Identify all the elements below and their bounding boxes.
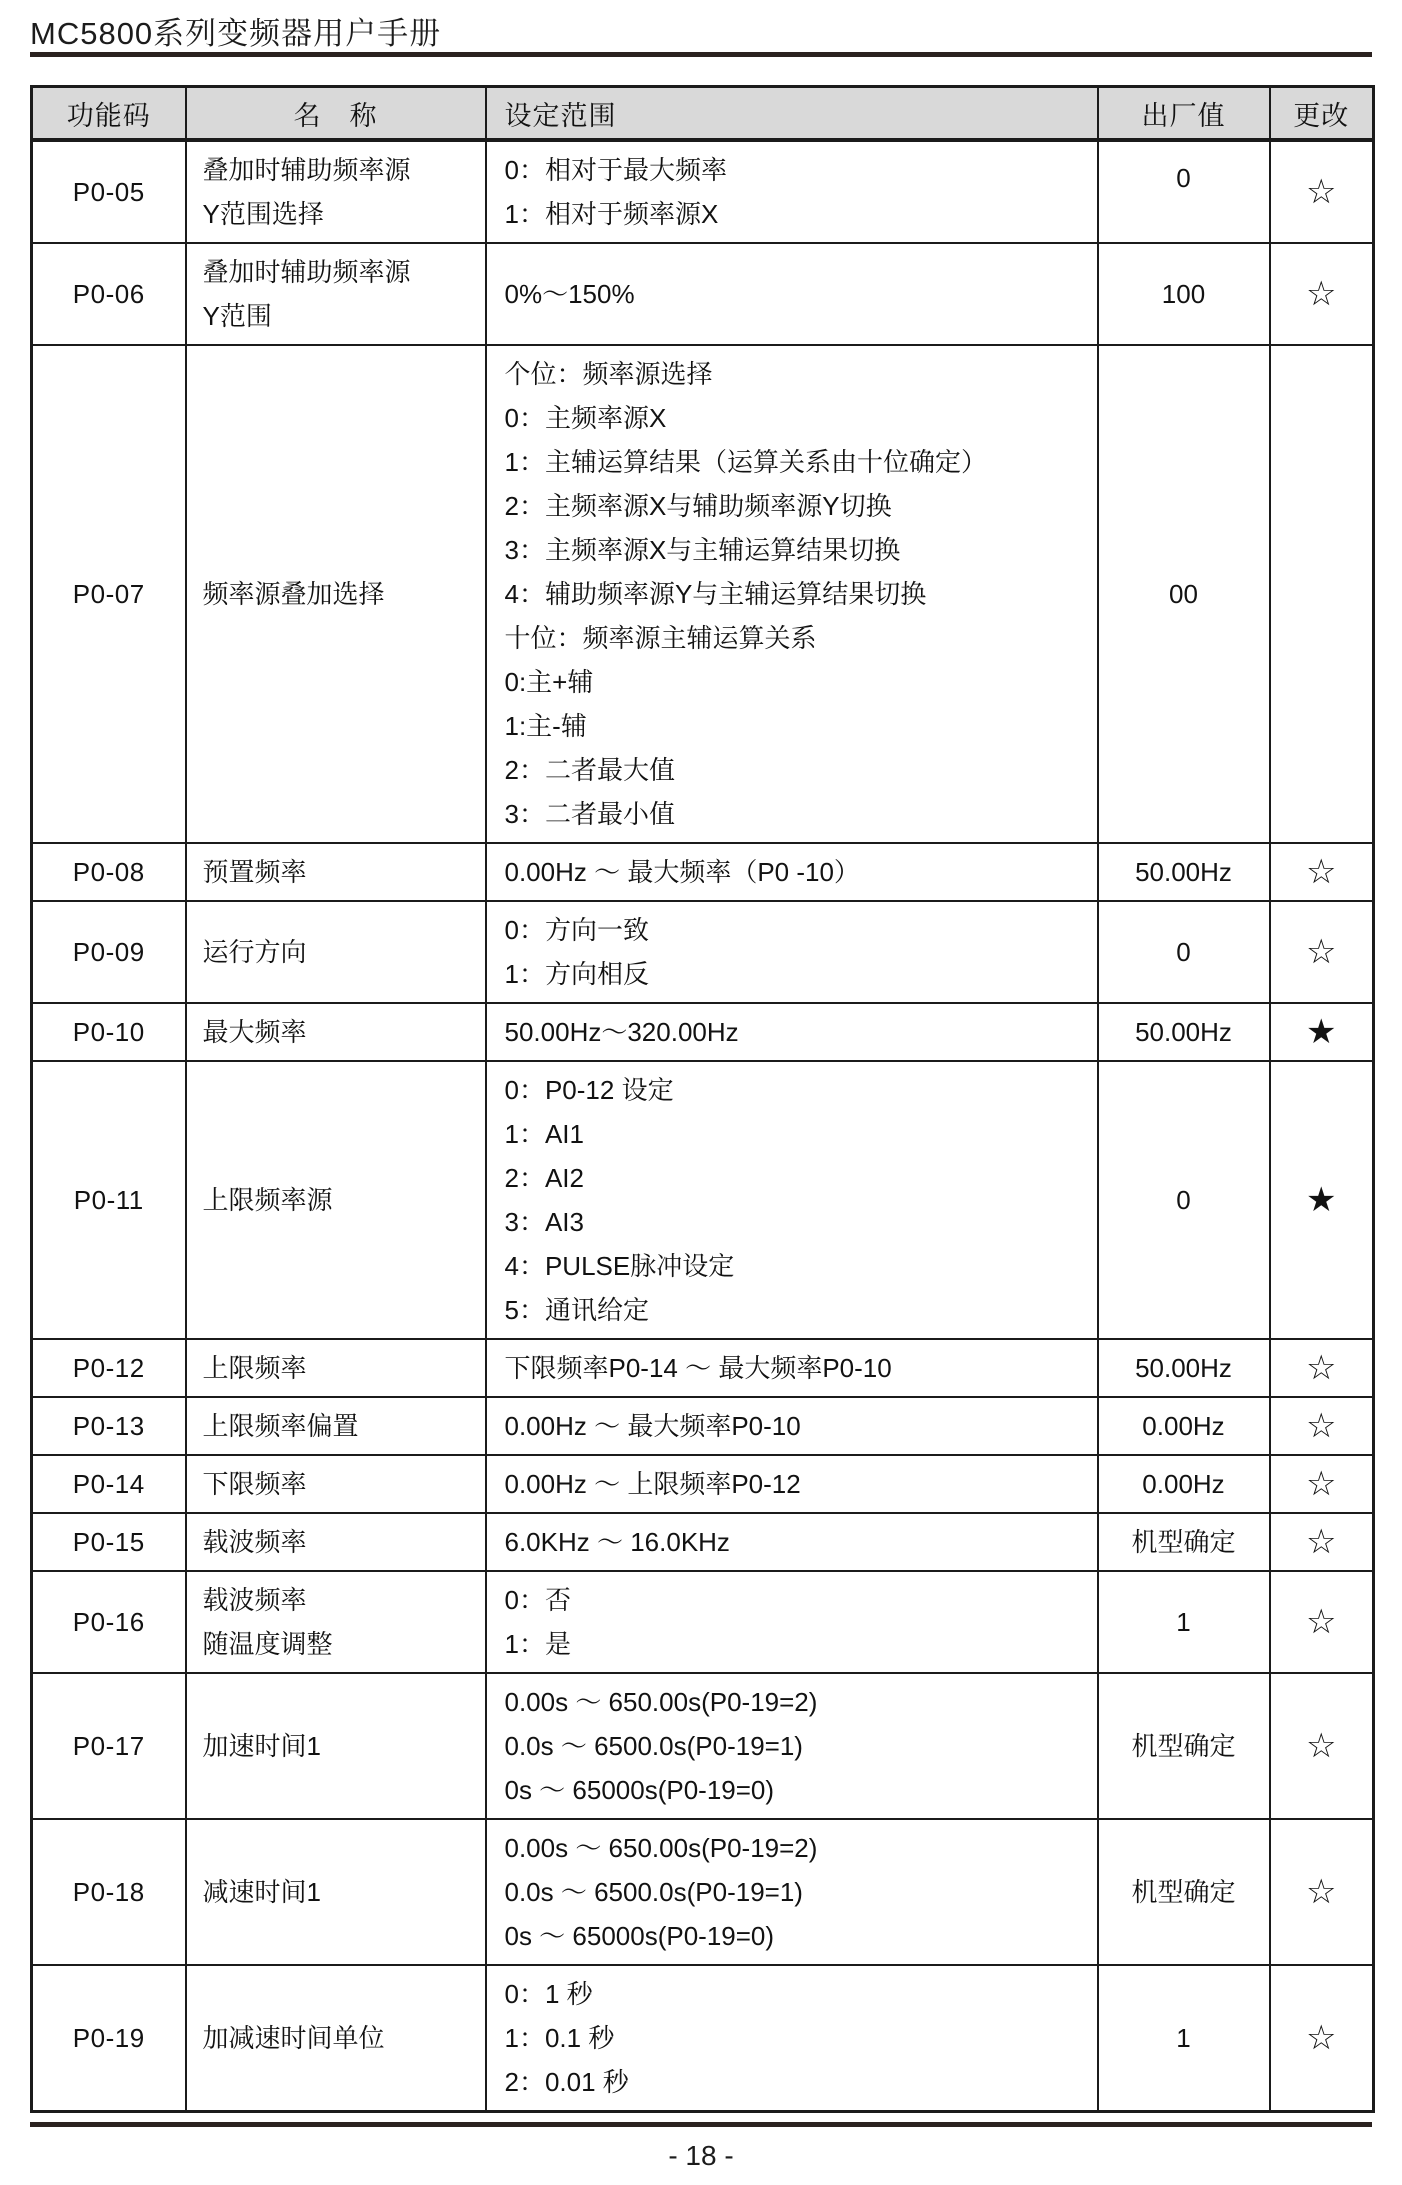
- text-line: Y范围选择: [202, 199, 324, 229]
- star-open-icon: ☆: [1306, 1465, 1337, 1503]
- factory-value-cell: 机型确定: [1098, 1513, 1270, 1571]
- setting-range-cell: [486, 1513, 1098, 1571]
- function-code-cell: P0-12: [32, 1339, 186, 1397]
- page-number: - 18 -: [668, 2140, 734, 2171]
- param-name-cell: [186, 1061, 486, 1339]
- setting-range-cell: [486, 901, 1098, 1003]
- factory-value-cell: 50.00Hz: [1098, 843, 1270, 901]
- text-line: 1：是: [504, 1629, 571, 1659]
- text-line: 1：相对于频率源X: [504, 199, 719, 229]
- star-open-icon: ☆: [1306, 1523, 1337, 1561]
- function-code-cell: P0-07: [32, 345, 186, 843]
- param-name-cell: [186, 1339, 486, 1397]
- text-line: 1：方向相反: [504, 959, 649, 989]
- function-code-cell: P0-11: [32, 1061, 186, 1339]
- text-line: 1：主辅运算结果（运算关系由十位确定）: [504, 447, 987, 477]
- text-line: 1：0.1 秒: [504, 2023, 615, 2053]
- function-code-cell: P0-06: [32, 243, 186, 345]
- table-header-row: [32, 87, 1374, 141]
- text-line: 0：P0-12 设定: [504, 1075, 674, 1105]
- setting-range-cell: [486, 140, 1098, 243]
- function-code-cell: P0-17: [32, 1673, 186, 1819]
- text-line: 0.0s ～ 6500.0s(P0-19=1): [504, 1877, 803, 1907]
- text-line: 0：否: [504, 1585, 571, 1615]
- change-flag-cell: [1270, 243, 1374, 345]
- text-line: 频率源叠加选择: [202, 579, 385, 609]
- change-flag-cell: [1270, 1061, 1374, 1339]
- factory-value-cell: 0.00Hz: [1098, 1397, 1270, 1455]
- text-line: 0%～150%: [504, 279, 635, 309]
- table-row: [32, 345, 1374, 843]
- text-line: 0s ～ 65000s(P0-19=0): [504, 1775, 775, 1805]
- param-name-cell: [186, 1819, 486, 1965]
- param-name-cell: [186, 140, 486, 243]
- text-line: 0.0s ～ 6500.0s(P0-19=1): [504, 1731, 803, 1761]
- table-row: [32, 901, 1374, 1003]
- change-flag-cell: [1270, 1571, 1374, 1673]
- text-line: 加速时间1: [202, 1731, 321, 1761]
- function-code-cell: P0-14: [32, 1455, 186, 1513]
- setting-range-cell: [486, 1397, 1098, 1455]
- text-line: 0.00s ～ 650.00s(P0-19=2): [504, 1687, 818, 1717]
- param-name-cell: [186, 1571, 486, 1673]
- text-line: 随温度调整: [202, 1629, 333, 1659]
- title-rule: [30, 52, 1372, 57]
- text-line: 4：PULSE脉冲设定: [504, 1251, 735, 1281]
- table-row: [32, 1513, 1374, 1571]
- text-line: 预置频率: [202, 857, 307, 887]
- param-name-cell: [186, 345, 486, 843]
- text-line: 最大频率: [202, 1017, 307, 1047]
- change-flag-cell: [1270, 901, 1374, 1003]
- setting-range-cell: [486, 243, 1098, 345]
- text-line: 个位：频率源选择: [504, 359, 713, 389]
- text-line: 上限频率: [202, 1353, 307, 1383]
- factory-value-cell: 50.00Hz: [1098, 1339, 1270, 1397]
- factory-value-cell: 1: [1098, 1571, 1270, 1673]
- table-row: [32, 843, 1374, 901]
- text-line: 0：1 秒: [504, 1979, 593, 2009]
- header-function-code: 功能码: [32, 87, 186, 141]
- setting-range-cell: [486, 1571, 1098, 1673]
- text-line: 下限频率P0-14 ～ 最大频率P0-10: [504, 1353, 892, 1383]
- text-line: Y范围: [202, 301, 272, 331]
- text-line: 0s ～ 65000s(P0-19=0): [504, 1921, 775, 1951]
- text-line: 上限频率源: [202, 1185, 333, 1215]
- factory-value-cell: 00: [1098, 345, 1270, 843]
- factory-value-cell: 0: [1098, 140, 1270, 243]
- text-line: 2：0.01 秒: [504, 2067, 629, 2097]
- text-line: 载波频率: [202, 1527, 307, 1557]
- header-factory-value: 出厂值: [1098, 87, 1270, 141]
- function-code-cell: P0-18: [32, 1819, 186, 1965]
- star-open-icon: ☆: [1306, 275, 1337, 313]
- change-flag-cell: [1270, 345, 1374, 843]
- text-line: 1：AI1: [504, 1119, 584, 1149]
- table-row: [32, 1003, 1374, 1061]
- doc-title: MC5800系列变频器用户手册: [30, 16, 442, 51]
- setting-range-cell: [486, 1819, 1098, 1965]
- star-open-icon: ☆: [1306, 1349, 1337, 1387]
- change-flag-cell: [1270, 1965, 1374, 2112]
- change-flag-cell: [1270, 1397, 1374, 1455]
- param-name-cell: [186, 1965, 486, 2112]
- star-filled-icon: ★: [1306, 1181, 1337, 1219]
- text-line: 载波频率: [202, 1585, 307, 1615]
- table-row: [32, 1819, 1374, 1965]
- header-change-flag: 更改: [1270, 87, 1374, 141]
- param-name-cell: [186, 1513, 486, 1571]
- change-flag-cell: [1270, 1819, 1374, 1965]
- setting-range-cell: [486, 843, 1098, 901]
- parameter-table: [30, 85, 1375, 2113]
- table-row: [32, 1965, 1374, 2112]
- table-row: [32, 1339, 1374, 1397]
- function-code-cell: P0-16: [32, 1571, 186, 1673]
- text-line: 叠加时辅助频率源: [202, 257, 411, 287]
- param-name-cell: [186, 243, 486, 345]
- text-line: 2：主频率源X与辅助频率源Y切换: [504, 491, 892, 521]
- function-code-cell: P0-09: [32, 901, 186, 1003]
- star-open-icon: ☆: [1306, 1873, 1337, 1911]
- text-line: 十位：频率源主辅运算关系: [504, 623, 817, 653]
- star-filled-icon: ★: [1306, 1013, 1337, 1051]
- text-line: 0：相对于最大频率: [504, 155, 727, 185]
- setting-range-cell: [486, 1061, 1098, 1339]
- setting-range-cell: [486, 1339, 1098, 1397]
- text-line: 0：方向一致: [504, 915, 649, 945]
- setting-range-cell: [486, 1965, 1098, 2112]
- star-open-icon: ☆: [1306, 1407, 1337, 1445]
- function-code-cell: P0-15: [32, 1513, 186, 1571]
- text-line: 4：辅助频率源Y与主辅运算结果切换: [504, 579, 927, 609]
- star-open-icon: ☆: [1306, 1727, 1337, 1765]
- param-name-cell: [186, 1455, 486, 1513]
- text-line: 运行方向: [202, 937, 307, 967]
- text-line: 6.0KHz ～ 16.0KHz: [504, 1527, 730, 1557]
- change-flag-cell: [1270, 843, 1374, 901]
- text-line: 0:主+辅: [504, 667, 594, 697]
- table-row: [32, 1673, 1374, 1819]
- table-row: [32, 1455, 1374, 1513]
- text-line: 3：AI3: [504, 1207, 584, 1237]
- text-line: 0.00s ～ 650.00s(P0-19=2): [504, 1833, 818, 1863]
- star-open-icon: ☆: [1306, 2019, 1337, 2057]
- setting-range-cell: [486, 1455, 1098, 1513]
- footer-rule: [30, 2122, 1372, 2127]
- factory-value-cell: 机型确定: [1098, 1673, 1270, 1819]
- table-row: [32, 1397, 1374, 1455]
- param-name-cell: [186, 901, 486, 1003]
- text-line: 5：通讯给定: [504, 1295, 649, 1325]
- setting-range-cell: [486, 1003, 1098, 1061]
- param-name-cell: [186, 1003, 486, 1061]
- text-line: 0.00Hz ～ 最大频率（P0 -10）: [504, 857, 860, 887]
- factory-value-cell: 机型确定: [1098, 1819, 1270, 1965]
- header-name: 名 称: [186, 87, 486, 141]
- factory-value-cell: 50.00Hz: [1098, 1003, 1270, 1061]
- table-row: [32, 1571, 1374, 1673]
- text-line: 加减速时间单位: [202, 2023, 385, 2053]
- setting-range-cell: [486, 345, 1098, 843]
- function-code-cell: P0-05: [32, 140, 186, 243]
- param-name-cell: [186, 1673, 486, 1819]
- parameter-table-body: [32, 140, 1374, 2112]
- star-open-icon: ☆: [1306, 173, 1337, 211]
- param-name-cell: [186, 1397, 486, 1455]
- star-open-icon: ☆: [1306, 1603, 1337, 1641]
- text-line: 50.00Hz～320.00Hz: [504, 1017, 739, 1047]
- text-line: 2：二者最大值: [504, 755, 675, 785]
- header-setting-range: 设定范围: [486, 87, 1098, 141]
- table-row: [32, 243, 1374, 345]
- factory-value-cell: 1: [1098, 1965, 1270, 2112]
- text-line: 下限频率: [202, 1469, 307, 1499]
- text-line: 减速时间1: [202, 1877, 321, 1907]
- change-flag-cell: [1270, 140, 1374, 243]
- text-line: 0：主频率源X: [504, 403, 667, 433]
- table-row: [32, 1061, 1374, 1339]
- change-flag-cell: [1270, 1339, 1374, 1397]
- star-open-icon: ☆: [1306, 853, 1337, 891]
- function-code-cell: P0-13: [32, 1397, 186, 1455]
- param-name-cell: [186, 843, 486, 901]
- change-flag-cell: [1270, 1003, 1374, 1061]
- function-code-cell: P0-08: [32, 843, 186, 901]
- change-flag-cell: [1270, 1455, 1374, 1513]
- factory-value-cell: 0.00Hz: [1098, 1455, 1270, 1513]
- text-line: 1:主-辅: [504, 711, 587, 741]
- change-flag-cell: [1270, 1673, 1374, 1819]
- factory-value-cell: 100: [1098, 243, 1270, 345]
- function-code-cell: P0-19: [32, 1965, 186, 2112]
- text-line: 2：AI2: [504, 1163, 584, 1193]
- text-line: 上限频率偏置: [202, 1411, 359, 1441]
- setting-range-cell: [486, 1673, 1098, 1819]
- factory-value-cell: 0: [1098, 901, 1270, 1003]
- table-row: [32, 140, 1374, 243]
- text-line: 0.00Hz ～ 上限频率P0-12: [504, 1469, 801, 1499]
- text-line: 0.00Hz ～ 最大频率P0-10: [504, 1411, 801, 1441]
- text-line: 3：主频率源X与主辅运算结果切换: [504, 535, 901, 565]
- function-code-cell: P0-10: [32, 1003, 186, 1061]
- change-flag-cell: [1270, 1513, 1374, 1571]
- text-line: 3：二者最小值: [504, 799, 675, 829]
- text-line: 叠加时辅助频率源: [202, 155, 411, 185]
- star-open-icon: ☆: [1306, 933, 1337, 971]
- factory-value-cell: 0: [1098, 1061, 1270, 1339]
- table-header: [32, 87, 1374, 141]
